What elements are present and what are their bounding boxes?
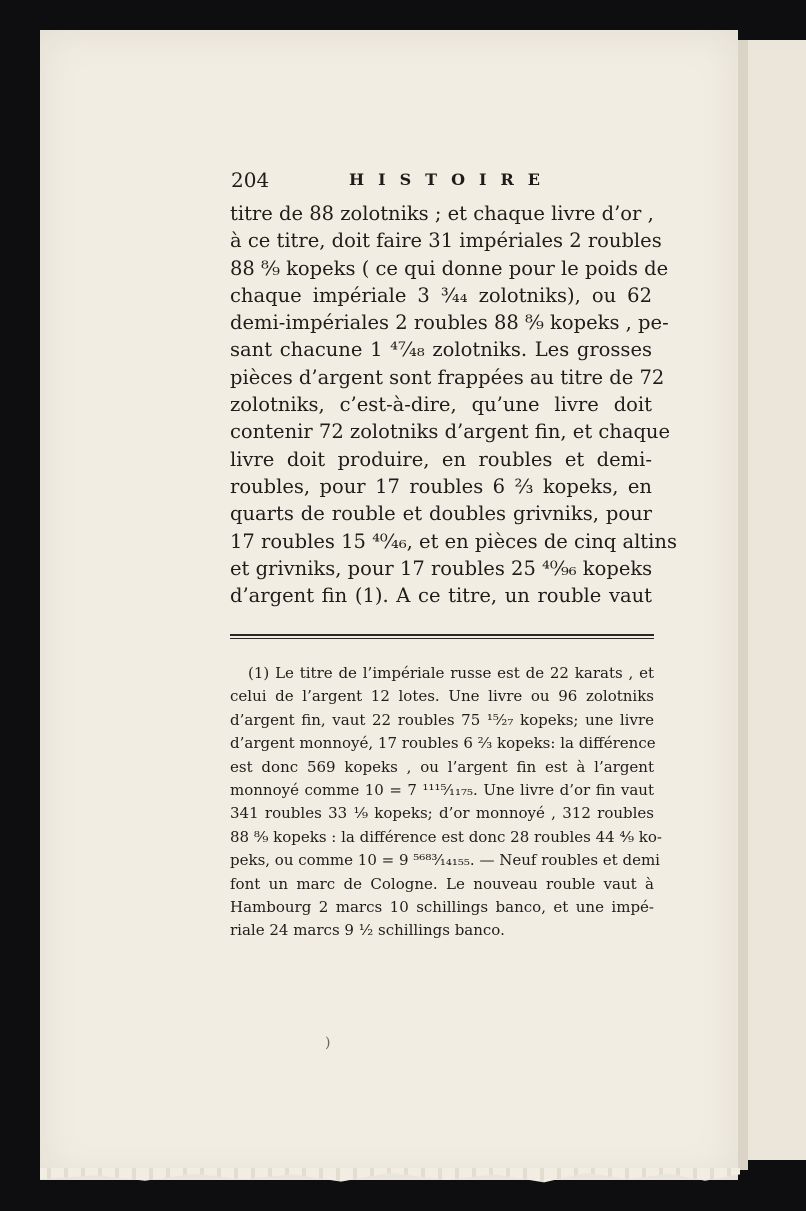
footnote-rule bbox=[230, 634, 654, 636]
footnote-line: d’argent fin, vaut 22 roubles 75 ¹⁵⁄₂₇ kopeks; une livre bbox=[230, 710, 654, 729]
text-line: 17 roubles 15 ⁴⁰⁄₄₆, et en pièces de cinq altins bbox=[230, 529, 677, 553]
footnote-line: Hambourg 2 marcs 10 schillings banco, et une impé- bbox=[230, 897, 654, 916]
footnote-line: est donc 569 kopeks , ou l’argent fin est à l’argent bbox=[230, 757, 654, 776]
text-line: chaque impériale 3 ³⁄₄₄ zolotniks), ou 62 bbox=[230, 283, 652, 307]
text-line: pièces d’argent sont frappées au titre de 72 bbox=[230, 365, 665, 389]
running-head: HISTOIRE bbox=[349, 170, 554, 189]
text-line: contenir 72 zolotniks d’argent fin, et chaque bbox=[230, 420, 671, 444]
text-line: d’argent fin (1). A ce titre, un rouble vaut bbox=[230, 584, 652, 608]
main-text bbox=[230, 200, 677, 609]
footnote bbox=[230, 662, 662, 943]
text-line: et grivniks, pour 17 roubles 25 ⁴⁰⁄₉₆ kopeks bbox=[230, 556, 653, 580]
text-line: 88 ⁸⁄₉ kopeks ( ce qui donne pour le poids de bbox=[230, 256, 669, 280]
text-line: à ce titre, doit faire 31 impériales 2 roubles bbox=[230, 229, 662, 253]
text-line: demi-impériales 2 roubles 88 ⁸⁄₉ kopeks , pe- bbox=[230, 311, 669, 335]
text-line: sant chacune 1 ⁴⁷⁄₄₈ zolotniks. Les grosses bbox=[230, 338, 652, 362]
text-line: titre de 88 zolotniks ; et chaque livre d’or , bbox=[230, 202, 654, 225]
footnote-line: monnoyé comme 10 = 7 ¹¹¹⁵⁄₁₁₇₅. Une livre d’or fin vaut bbox=[230, 780, 654, 799]
text-line: zolotniks, c’est-à-dire, qu’une livre doit bbox=[230, 393, 652, 417]
footnote-line: riale 24 marcs 9 ¹⁄₂ schillings banco. bbox=[230, 921, 505, 940]
footnote-line: font un marc de Cologne. Le nouveau rouble vaut à bbox=[230, 874, 654, 893]
footnote-line: (1) Le titre de l’impériale russe est de 22 karats , et bbox=[248, 664, 654, 682]
footnote-line: celui de l’argent 12 lotes. Une livre ou 96 zolotniks bbox=[230, 687, 654, 706]
footnote-line: 88 ⁸⁄₉ kopeks : la différence est donc 28 roubles 44 ⁴⁄₉ ko- bbox=[230, 827, 662, 846]
adjacent-page bbox=[748, 40, 806, 1160]
footnote-line: d’argent monnoyé, 17 roubles 6 ²⁄₃ kopeks: la différence bbox=[230, 734, 656, 753]
page-edge bbox=[738, 40, 748, 1170]
ink-mark: ) bbox=[325, 1035, 331, 1051]
text-line: roubles, pour 17 roubles 6 ²⁄₃ kopeks, en bbox=[230, 474, 652, 498]
footnote-rule-thin bbox=[230, 638, 654, 639]
text-line: livre doit produire, en roubles et demi- bbox=[230, 447, 652, 471]
page-header bbox=[231, 168, 591, 196]
footnote-line: 341 roubles 33 ¹⁄₉ kopeks; d’or monnoyé , 312 roubles bbox=[230, 804, 654, 823]
page-number: 204 bbox=[231, 168, 270, 192]
footnote-line: peks, ou comme 10 = 9 ⁵⁶⁸³⁄₁₄₁₅₅. — Neuf roubles et demi bbox=[230, 851, 660, 870]
text-line: quarts de rouble et doubles grivniks, pour bbox=[230, 502, 652, 526]
